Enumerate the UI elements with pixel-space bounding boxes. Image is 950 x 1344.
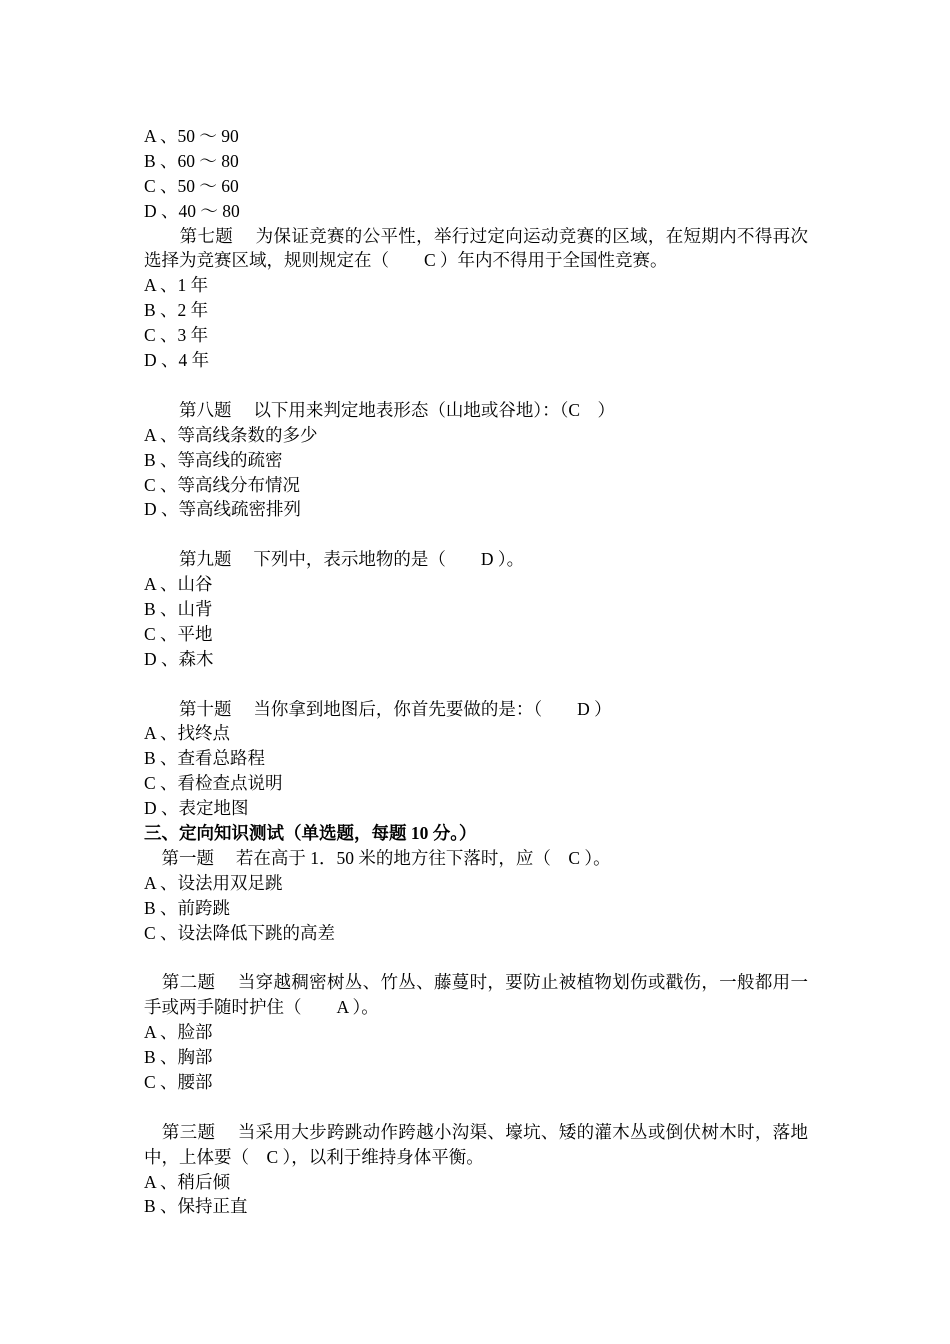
s3-q3-option-a: A 、稍后倾 [144,1171,231,1192]
section-3-heading: 三、定向知识测试（单选题，每题 10 分。） [144,822,477,843]
q10-option-b: B 、查看总路程 [144,748,266,769]
q8-option-d: D 、等高线疏密排列 [144,499,302,520]
s3-q1-option-b: B 、前跨跳 [144,897,231,918]
q6-option-b: B 、60 ～ 80 [144,150,239,171]
q9-option-c: C 、平地 [144,623,213,644]
q9-option-b: B 、山背 [144,598,213,619]
q10-question: 第十题 当你拿到地图后，你首先要做的是：（ D ） [144,698,612,719]
q7-option-d: D 、4 年 [144,350,210,371]
q7-option-b: B 、2 年 [144,300,209,321]
s3-q3-question: 第三题 当采用大步跨跳动作跨越小沟渠、壕坑、矮的灌木丛或倒伏树木时，落地中，上体要（ C ），以利于维持身体平衡。 [144,1121,808,1167]
q10-option-d: D 、表定地图 [144,798,249,819]
s3-q2-question: 第二题 当穿越稠密树丛、竹丛、藤蔓时，要防止被植物划伤或戳伤，一般都用一手或两手随时护住（ A ）。 [144,972,808,1018]
spacer [144,522,810,547]
s3-q1-option-a: A 、设法用双足跳 [144,872,283,893]
document-page [144,124,810,1219]
q6-option-a: A 、50 ～ 90 [144,126,239,146]
q9-option-d: D 、森木 [144,648,214,669]
spacer [144,1095,810,1120]
q8-option-c: C 、等高线分布情况 [144,474,301,495]
spacer [144,945,810,970]
q7-question: 第七题 为保证竞赛的公平性，举行过定向运动竞赛的区域，在短期内不得再次选择为竞赛区域，规则规定在（ C ）年内不得用于全国性竞赛。 [144,225,808,271]
s3-q2-option-a: A 、脸部 [144,1022,213,1043]
q7-option-a: A 、1 年 [144,275,209,296]
q8-question: 第八题 以下用来判定地表形态（山地或谷地）：（C ） [144,399,616,420]
q10-option-c: C 、看检查点说明 [144,773,283,794]
q8-option-b: B 、等高线的疏密 [144,449,283,470]
s3-q2-option-c: C 、腰部 [144,1071,213,1092]
q6-option-c: C 、50 ～ 60 [144,175,239,196]
q6-option-d: D 、40 ～ 80 [144,200,240,221]
q9-question: 第九题 下列中，表示地物的是（ D ）。 [144,549,525,570]
q10-option-a: A 、找终点 [144,723,231,744]
q7-option-c: C 、3 年 [144,325,209,346]
s3-q2-option-b: B 、胸部 [144,1047,213,1068]
s3-q1-option-c: C 、设法降低下跳的高差 [144,922,336,943]
q9-option-a: A 、山谷 [144,574,213,595]
q8-option-a: A 、等高线条数的多少 [144,424,318,445]
s3-q3-option-b: B 、保持正直 [144,1196,248,1217]
s3-q1-question: 第一题 若在高于 1．50 米的地方往下落时，应（ C ）。 [144,847,611,868]
spacer [144,672,810,697]
spacer [144,373,810,398]
